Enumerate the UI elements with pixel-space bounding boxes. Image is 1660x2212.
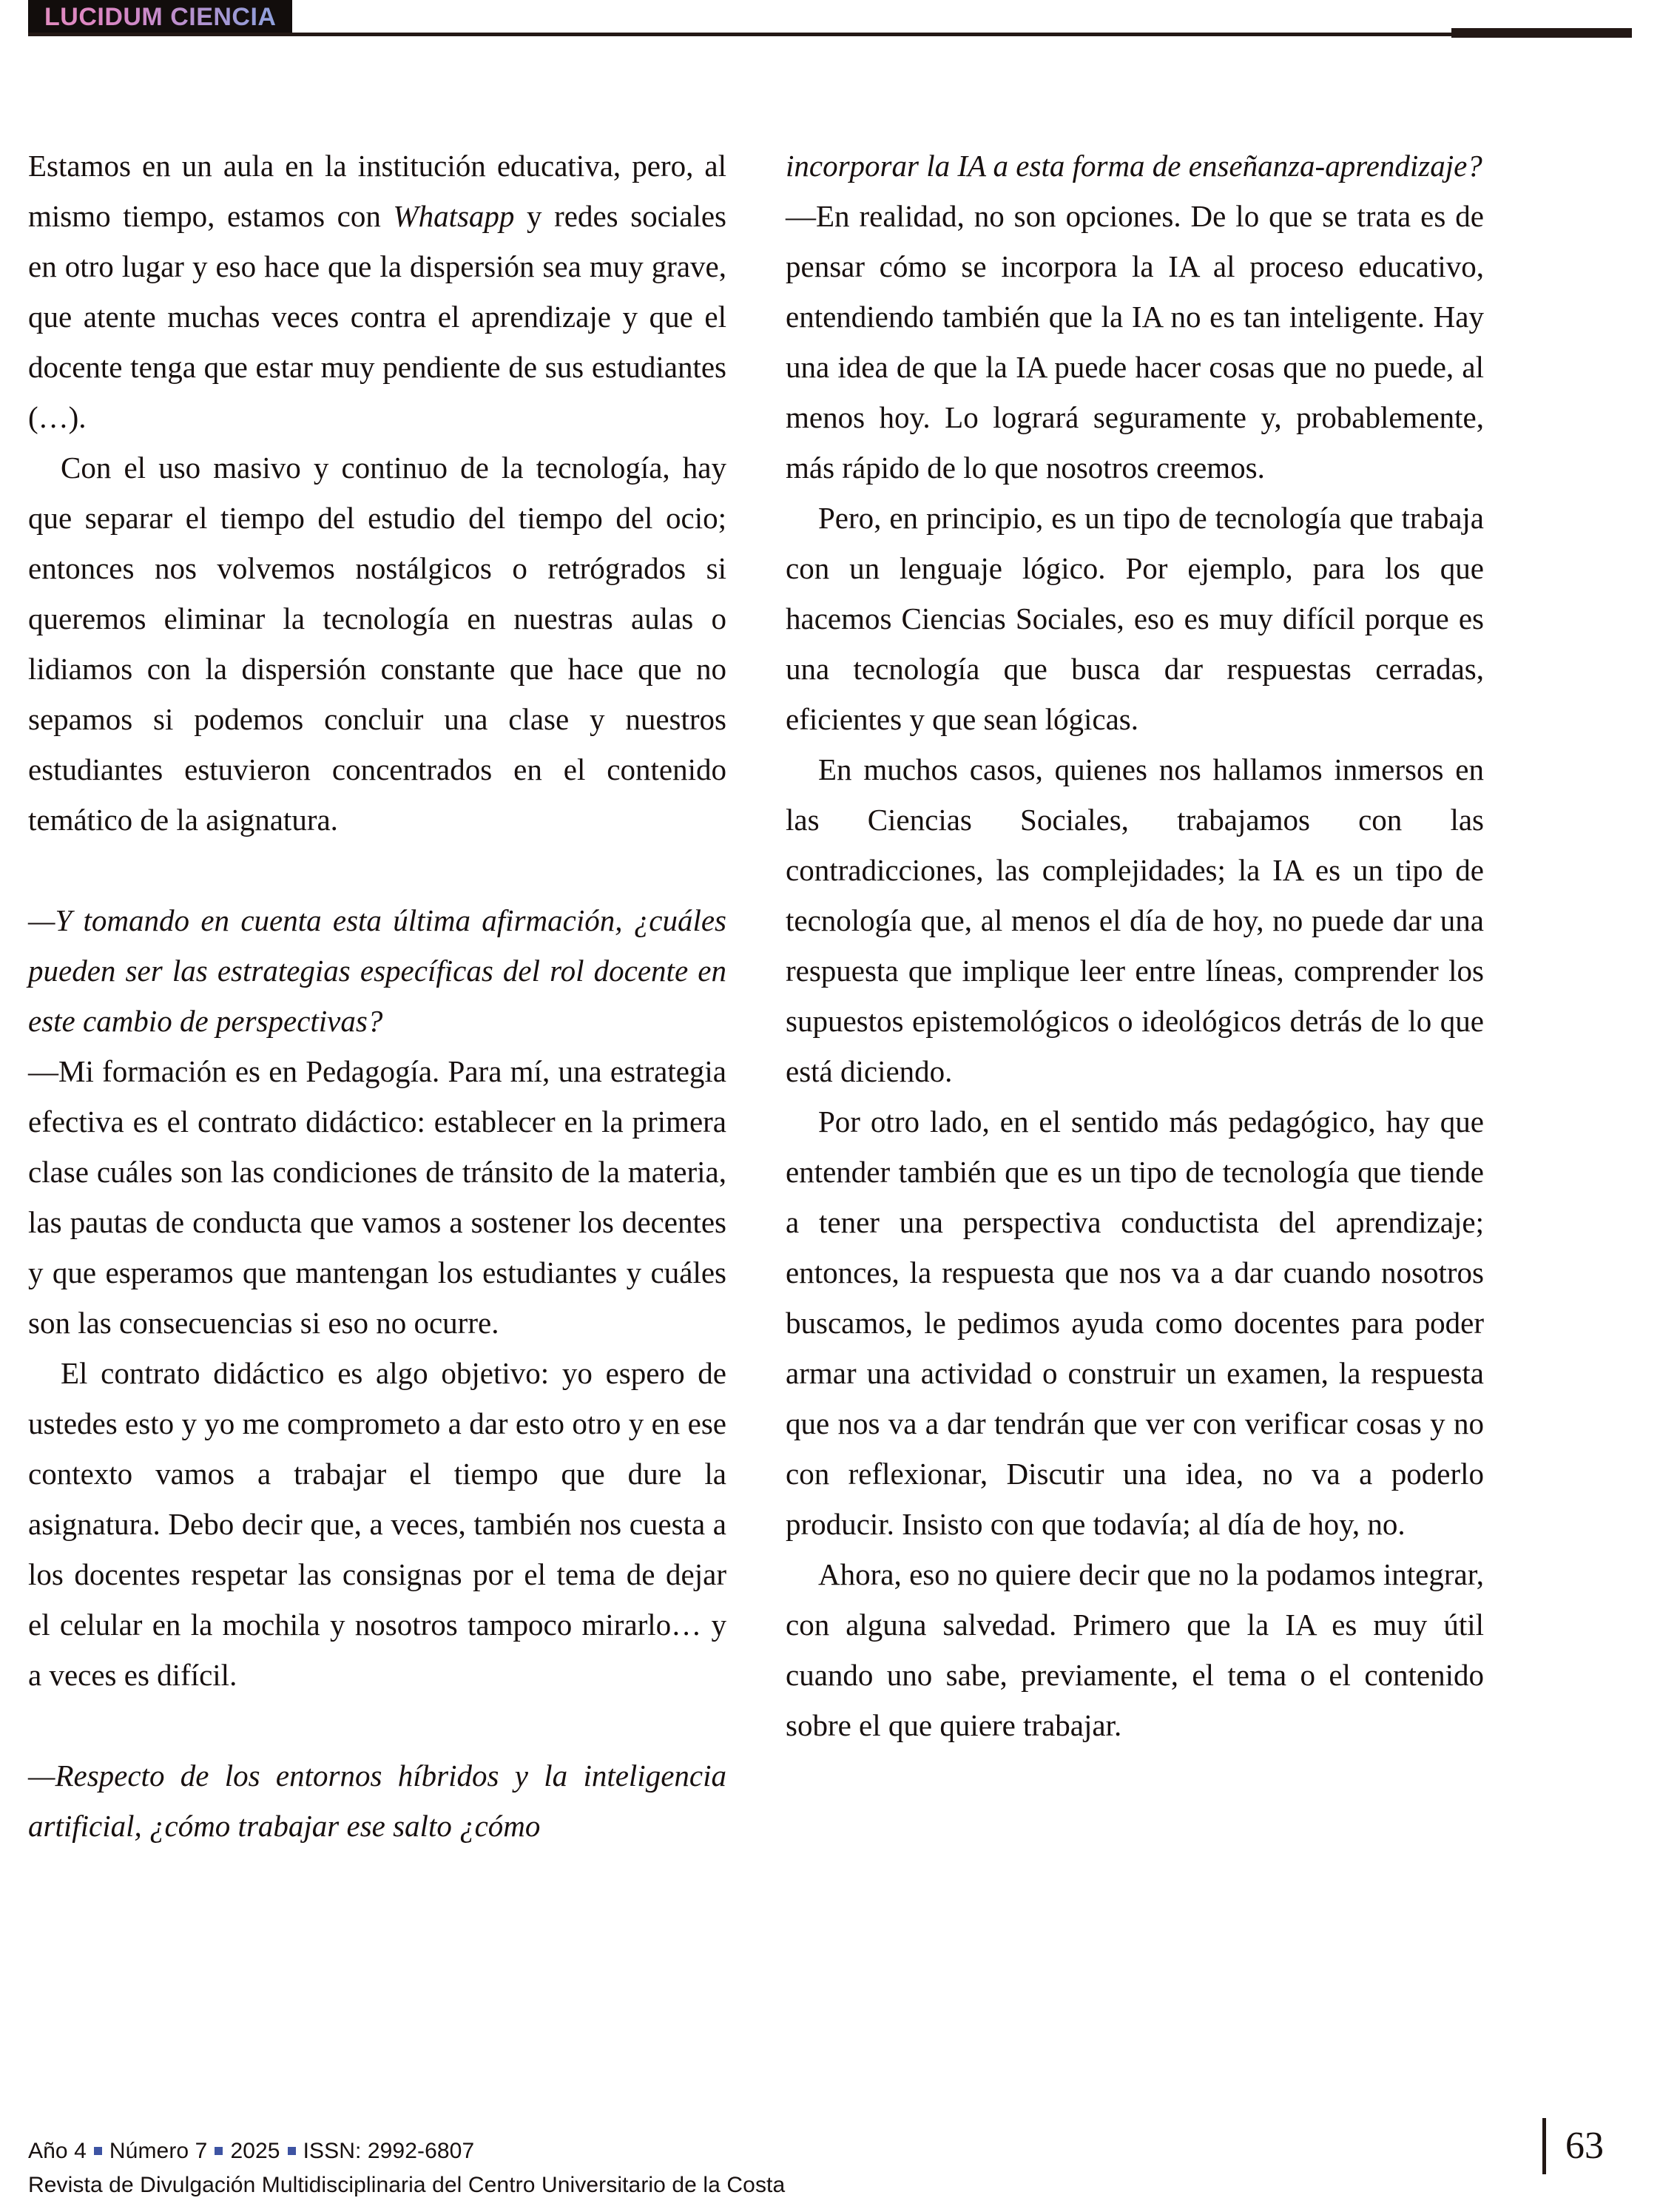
page-footer	[28, 2125, 1632, 2202]
paragraph: En muchos casos, quienes nos hallamos inmersos en las Ciencias Sociales, trabajamos con las contradicciones, las complejidades; la IA es un tipo de tecnología que, al menos el día de hoy, no puede dar una respuesta que implique leer entre líneas, comprender los supuestos epistemológicos o ideológicos detrás de lo que está diciendo.	[786, 752, 1484, 1088]
right-column	[786, 141, 1484, 1851]
footer-issue: Número 7	[109, 2139, 208, 2163]
separator-square-icon	[288, 2147, 296, 2155]
footer-issue-line	[28, 2134, 785, 2168]
paragraph: Por otro lado, en el sentido más pedagógico, hay que entender también que es un tipo de tecnología que tiende a tener una perspectiva conductista del aprendizaje; entonces, la respuesta que nos va a dar cuando nosotros buscamos, le pedimos ayuda como docentes para poder armar una actividad o construir un examen, la respuesta que nos va a dar tendrán que ver con verificar cosas y no con reflexionar, Discutir una idea, no va a poderlo producir. Insisto con que todavía; al día de hoy, no.	[786, 1105, 1484, 1541]
emphasized-term: Whatsapp	[393, 199, 515, 233]
header-rule-thin	[28, 33, 1451, 36]
page-number: 63	[1565, 2125, 1604, 2167]
separator-square-icon	[94, 2147, 102, 2155]
separator-square-icon	[215, 2147, 223, 2155]
paragraph-gap	[28, 1700, 726, 1750]
interview-question: —Respecto de los entornos híbridos y la inteligencia artificial, ¿cómo trabajar ese salto ¿cómo	[28, 1759, 726, 1843]
paragraph: El contrato didáctico es algo objetivo: yo espero de ustedes esto y yo me comprometo a dar esto otro y en ese contexto vamos a trabajar el tiempo que dure la asignatura. Debo decir que, a veces, también nos cuesta a los docentes respetar las consignas por el tema de dejar el celular en la mochila y nosotros tampoco mirarlo… y a veces es difícil.	[28, 1356, 726, 1692]
footer-year: Año 4	[28, 2139, 87, 2163]
header-rule-thick	[1451, 28, 1632, 38]
interview-question-continued: incorporar la IA a esta forma de enseñanza-aprendizaje?	[786, 149, 1482, 183]
footer-imprint	[28, 2134, 785, 2202]
paragraph: Con el uso masivo y continuo de la tecnología, hay que separar el tiempo del estudio del tiempo del ocio; entonces nos volvemos nostálgicos o retrógrados si queremos eliminar la tecnología en nuestras aulas o lidiamos con la dispersión constante que hace que no sepamos si podemos concluir una clase y nuestros estudiantes estuvieron concentrados en el contenido temático de la asignatura.	[28, 451, 726, 837]
paragraph-gap	[28, 845, 726, 895]
page-masthead	[0, 0, 1660, 44]
footer-subtitle: Revista de Divulgación Multidisciplinaria del Centro Universitario de la Costa	[28, 2173, 786, 2197]
publication-logo-text: LUCIDUM CIENCIA	[44, 3, 277, 31]
paragraph: Ahora, eso no quiere decir que no la podamos integrar, con alguna salvedad. Primero que la IA es muy útil cuando uno sabe, previamente, el tema o el contenido sobre el que quiere trabajar.	[786, 1557, 1484, 1742]
footer-issn: ISSN: 2992-6807	[303, 2139, 475, 2163]
left-column	[28, 141, 726, 1851]
paragraph: Pero, en principio, es un tipo de tecnología que trabaja con un lenguaje lógico. Por ejemplo, para los que hacemos Ciencias Sociales, eso es muy difícil porque es una tecnología que busca dar respuestas cerradas, eficientes y que sean lógicas.	[786, 501, 1484, 736]
paragraph: Estamos en un aula en la institución educativa, pero, al mismo tiempo, estamos con Whatsapp y redes sociales en otro lugar y eso hace que la dispersión sea muy grave, que atente muchas veces contra el aprendizaje y que el docente tenga que estar muy pendiente de sus estudiantes (…).	[28, 149, 726, 434]
footer-volume-year: 2025	[230, 2139, 280, 2163]
page-number-group	[1542, 2118, 1604, 2174]
article-body	[28, 141, 1632, 1851]
interview-question: —Y tomando en cuenta esta última afirmación, ¿cuáles pueden ser las estrategias específicas del rol docente en este cambio de perspectivas?	[28, 903, 726, 1038]
interview-answer: —En realidad, no son opciones. De lo que se trata es de pensar cómo se incorpora la IA al proceso educativo, entendiendo también que la IA no es tan inteligente. Hay una idea de que la IA puede hacer cosas que no puede, al menos hoy. Lo logrará seguramente y, probablemente, más rápido de lo que nosotros creemos.	[786, 199, 1484, 485]
page-number-rule	[1542, 2118, 1546, 2174]
publication-logo	[28, 0, 292, 34]
interview-answer: —Mi formación es en Pedagogía. Para mí, una estrategia efectiva es el contrato didáctico: establecer en la primera clase cuáles son las condiciones de tránsito de la materia, las pautas de conducta que vamos a sostener los decentes y que esperamos que mantengan los estudiantes y cuáles son las consecuencias si eso no ocurre.	[28, 1054, 726, 1340]
